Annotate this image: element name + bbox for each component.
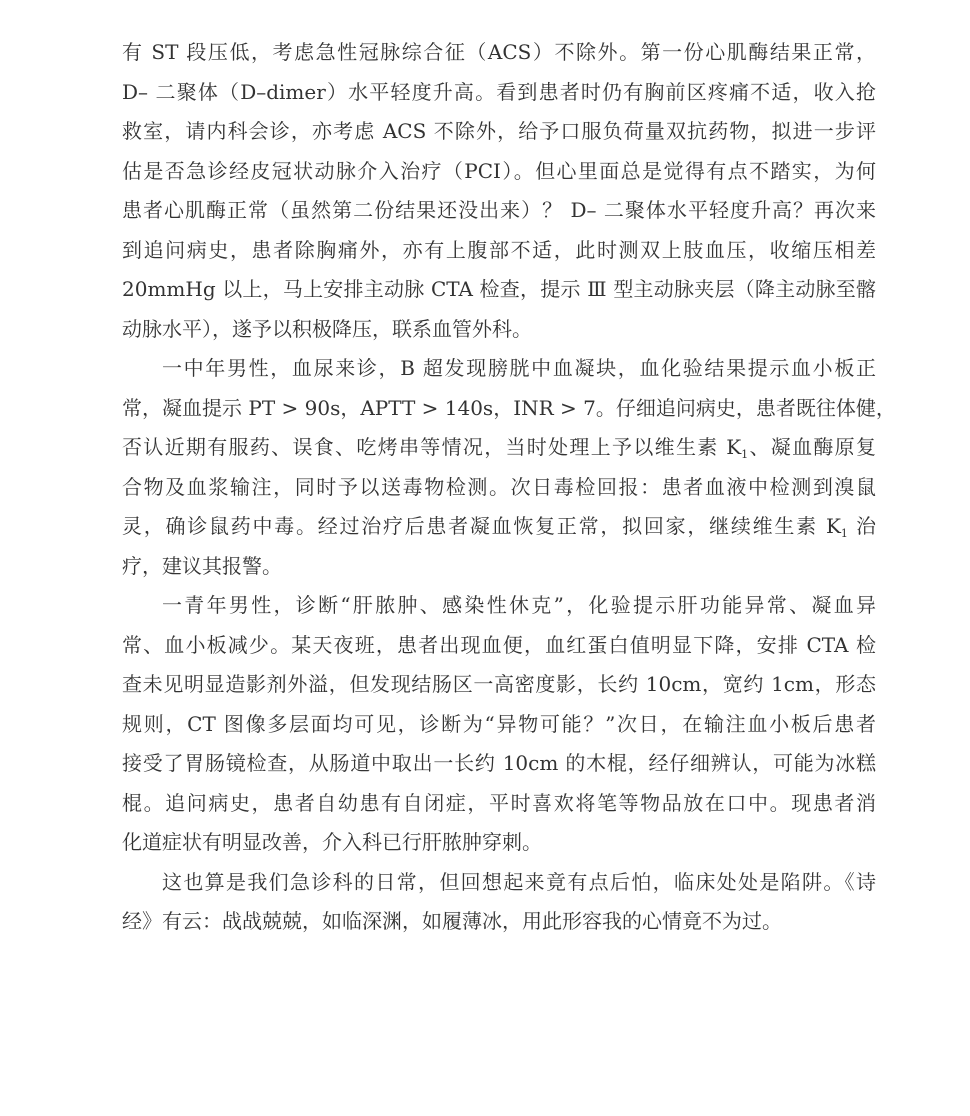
subscript: 1: [840, 527, 848, 540]
text-line: 常，凝血提示 PT > 90s，APTT > 140s，INR > 7。仔细追问病史，患者既往体健，: [122, 395, 896, 420]
text-line: 化道症状有明显改善，介入科已行肝脓肿穿刺。: [122, 830, 542, 854]
text-line: 疗，建议其报警。: [122, 553, 282, 578]
text-line: 经》有云：战战兢兢，如临深渊，如履薄冰，用此形容我的心情竟不为过。: [122, 909, 782, 933]
text-line: 一中年男性，血尿来诊，B 超发现膀胱中血凝块，血化验结果提示血小板正: [162, 356, 876, 380]
text-line: 合物及血浆输注，同时予以送毒物检测。次日毒检回报：患者血液中检测到溴鼠: [122, 474, 876, 499]
text-line: 到追问病史，患者除胸痛外，亦有上腹部不适，此时测双上肢血压，收缩压相差: [122, 237, 876, 262]
text-line: 估是否急诊经皮冠状动脉介入治疗（PCI）。但心里面总是觉得有点不踏实，为何: [122, 158, 876, 183]
text-line: 这也算是我们急诊科的日常，但回想起来竟有点后怕，临床处处是陷阱。《诗: [162, 869, 876, 894]
text-line: 查未见明显造影剂外溢，但发现结肠区一高密度影，长约 10cm，宽约 1cm，形态: [122, 672, 876, 696]
paragraph-3: [122, 586, 876, 863]
paragraph-2: [122, 349, 896, 586]
text-line: D– 二聚体（D–dimer）水平轻度升高。看到患者时仍有胸前区疼痛不适，收入抢: [122, 79, 876, 104]
document-body: [122, 33, 896, 942]
text-line: 棍。追问病史，患者自幼患有自闭症，平时喜欢将笔等物品放在口中。现患者消: [122, 790, 876, 815]
text-line-with-subscript: [122, 507, 876, 547]
paragraph-4: [122, 863, 876, 942]
text-line: 常、血小板减少。某天夜班，患者出现血便，血红蛋白值明显下降，安排 CTA 检: [122, 632, 876, 657]
text-line: 患者心肌酶正常（虽然第二份结果还没出来）？ D– 二聚体水平轻度升高？再次来: [122, 198, 876, 222]
text-line: 20mmHg 以上，马上安排主动脉 CTA 检查，提示 Ⅲ 型主动脉夹层（降主动脉至髂: [122, 277, 876, 301]
text-line: 救室，请内科会诊，亦考虑 ACS 不除外，给予口服负荷量双抗药物，拟进一步评: [122, 119, 876, 143]
text-segment: 、凝血酶原复: [748, 435, 876, 459]
text-line: 接受了胃肠镜检查，从肠道中取出一长约 10cm 的木棍，经仔细辨认，可能为冰糕: [122, 751, 876, 775]
text-line: 有 ST 段压低，考虑急性冠脉综合征（ACS）不除外。第一份心肌酶结果正常，: [122, 40, 876, 64]
text-line: 一青年男性，诊断“肝脓肿、感染性休克”，化验提示肝功能异常、凝血异: [162, 593, 876, 617]
subscript: 1: [741, 448, 749, 461]
text-segment: 治: [847, 514, 876, 538]
text-segment: 否认近期有服药、误食、吃烤串等情况，当时处理上予以维生素 K: [122, 435, 742, 459]
text-line-with-subscript: [122, 428, 876, 468]
text-line: 动脉水平），遂予以积极降压，联系血管外科。: [122, 316, 532, 341]
paragraph-1: [122, 33, 876, 349]
text-segment: 灵，确诊鼠药中毒。经过治疗后患者凝血恢复正常，拟回家，继续维生素 K: [122, 514, 841, 538]
text-line: 规则，CT 图像多层面均可见，诊断为“异物可能？”次日，在输注血小板后患者: [122, 711, 876, 736]
